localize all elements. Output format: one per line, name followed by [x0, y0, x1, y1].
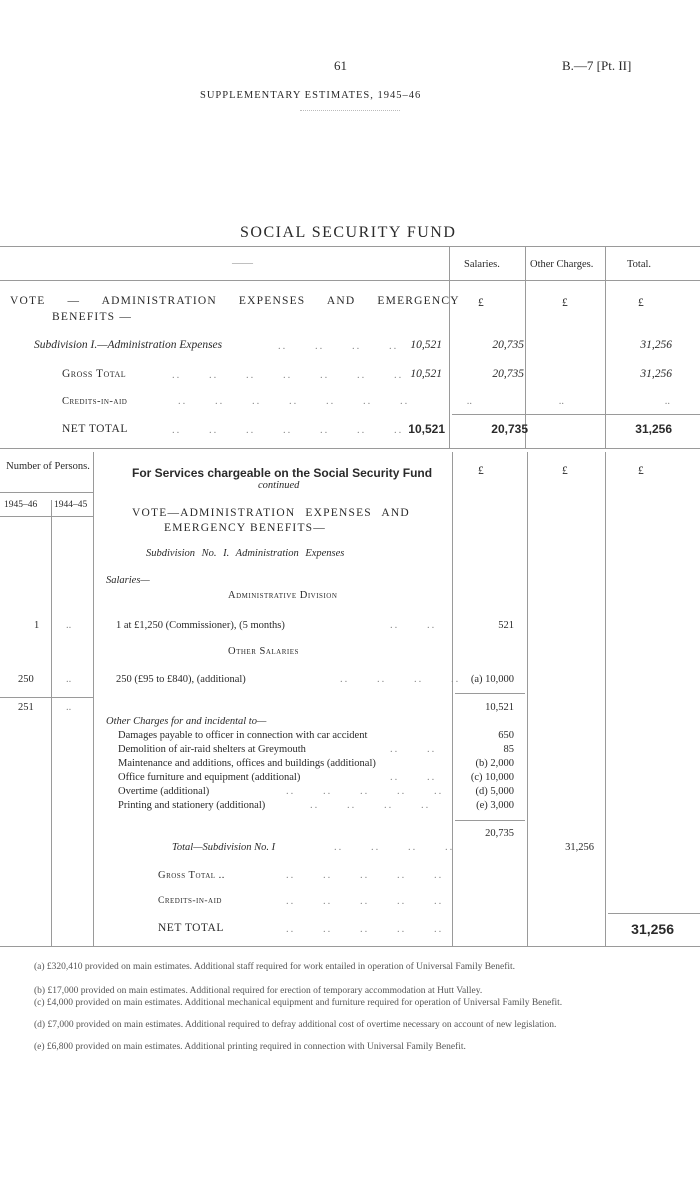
currency-symbol: £: [478, 297, 484, 309]
year-1945-46-header: 1945–46: [4, 500, 38, 510]
header-rule: [300, 110, 400, 111]
charge-item: Damages payable to officer in connection with car accident: [118, 730, 368, 741]
detail-credits-label: Credits-in-aid: [158, 896, 222, 906]
leader-dots: .. .. .. ..: [278, 341, 399, 352]
persons-1944-45: ..: [66, 674, 72, 685]
detail-col-divider-3: [605, 452, 606, 946]
detail-net-total-label: NET TOTAL: [158, 922, 224, 934]
charge-amount: 85: [503, 744, 514, 755]
subdivision-heading: Subdivision No. I. Administration Expenses: [146, 548, 345, 559]
leader-dots: .. .. .. ..: [334, 842, 455, 853]
summary-salaries-value: 10,521: [410, 368, 442, 380]
charge-amount: (c) 10,000: [470, 772, 514, 783]
summary-col-divider-1: [449, 246, 450, 448]
other-charges-heading: Other Charges for and incidental to—: [106, 716, 267, 727]
summary-col-divider-2: [525, 246, 526, 448]
summary-gross-total-label: Gross Total: [62, 368, 127, 380]
persons-1945-46: 1: [34, 620, 40, 631]
summary-total-value: 31,256: [640, 339, 672, 351]
persons-1945-46: 250: [18, 674, 34, 685]
detail-col-divider-1: [452, 452, 453, 946]
footnote-a: (a) £320,410 provided on main estimates. Additional staff required for work entailed in operation of Universal Family Benefit.: [34, 962, 516, 972]
page-number: 61: [334, 58, 347, 73]
summary-other-value: 20,735: [492, 339, 524, 351]
commissioner-item: 1 at £1,250 (Commissioner), (5 months): [116, 620, 285, 631]
number-of-persons-header: Number of Persons.: [6, 461, 90, 472]
detail-col-divider-years: [51, 500, 52, 946]
leader-dots: .. .. .. ..: [340, 674, 461, 685]
footnote-e: (e) £6,800 provided on main estimates. Additional printing required in connection with Universal Family Benefit.: [34, 1042, 466, 1052]
leader-dots: .. ..: [390, 620, 437, 631]
leader-dots: .. .. .. .. ..: [286, 870, 444, 881]
summary-credits-label: Credits-in-aid: [62, 396, 128, 407]
summary-net-rule: [452, 414, 700, 415]
summary-other-value: 20,735: [492, 368, 524, 380]
charge-amount: (b) 2,000: [475, 758, 514, 769]
salaries-subtotal-rule: [455, 693, 525, 694]
detail-vote-heading: VOTE—ADMINISTRATION EXPENSES AND: [132, 507, 410, 519]
leader-dots: .. ..: [390, 772, 437, 783]
years-header-rule: [0, 516, 93, 517]
footnote-b: (b) £17,000 provided on main estimates. Additional required for erection of temporary accommodation at Hutt Valley.: [34, 986, 483, 996]
detail-col-divider-2: [527, 452, 528, 946]
charge-item: Office furniture and equipment (additional): [118, 772, 301, 783]
salaries-label: Salaries—: [106, 575, 150, 586]
detail-bottom-rule: [0, 946, 700, 947]
detail-net-total-amount: 31,256: [631, 921, 674, 937]
leader-dots: .. .. .. .. ..: [286, 786, 444, 797]
currency-symbol: £: [638, 297, 644, 309]
leader-dots: .. .. .. .. ..: [286, 924, 444, 935]
footnote-d: (d) £7,000 provided on main estimates. Additional required to defray additional cost of overtime necessary on account of new legislation.: [34, 1020, 557, 1030]
summary-salaries-value: 10,521: [410, 339, 442, 351]
other-charges-column-header: Other Charges.: [530, 259, 594, 270]
summary-salaries-value: ..: [466, 396, 472, 407]
summary-top-rule: [0, 246, 700, 247]
leader-dots: .. .. .. .. .. .. ..: [172, 425, 404, 436]
commissioner-amount: 521: [498, 620, 514, 631]
currency-symbol: £: [478, 465, 484, 477]
charge-item: Maintenance and additions, offices and buildings (additional): [118, 758, 376, 769]
salaries-subtotal-amount: 10,521: [485, 702, 514, 713]
leader-dots: .. .. .. .. ..: [286, 896, 444, 907]
summary-header-rule: [0, 280, 700, 281]
subdivision-total-label: Total—Subdivision No. I: [172, 842, 276, 853]
summary-total-value: ..: [664, 396, 670, 407]
currency-symbol: £: [638, 465, 644, 477]
currency-symbol: £: [562, 465, 568, 477]
charges-total-amount: 20,735: [485, 828, 514, 839]
persons-header-rule: [0, 492, 93, 493]
leader-dots: .. .. .. .. .. .. ..: [178, 396, 410, 407]
page-title: SOCIAL SECURITY FUND: [240, 224, 457, 241]
persons-1944-45: ..: [66, 620, 72, 631]
administrative-division-heading: Administrative Division: [228, 590, 338, 601]
leader-dots: .. .. .. ..: [310, 800, 431, 811]
summary-net-total-label: NET TOTAL: [62, 423, 128, 435]
subdivision-total-amount: 31,256: [565, 842, 594, 853]
summary-net-salaries: 10,521: [408, 422, 445, 436]
additional-salaries-item: 250 (£95 to £840), (additional): [116, 674, 246, 685]
page-subtitle: SUPPLEMENTARY ESTIMATES, 1945–46: [200, 90, 422, 101]
document-reference: B.—7 [Pt. II]: [562, 58, 632, 73]
summary-bottom-rule: [0, 448, 700, 449]
charges-total-rule: [455, 820, 525, 821]
charge-item: Demolition of air-raid shelters at Greymouth: [118, 744, 306, 755]
summary-total-value: 31,256: [640, 368, 672, 380]
detail-vote-heading-cont: EMERGENCY BENEFITS—: [164, 522, 326, 534]
charge-amount: 650: [498, 730, 514, 741]
summary-subdivision-label: Subdivision I.—Administration Expenses: [34, 339, 223, 351]
leader-dots: .. .. .. .. .. .. ..: [172, 370, 404, 381]
charge-item: Overtime (additional): [118, 786, 210, 797]
persons-total-1945-46: 251: [18, 702, 34, 713]
services-heading: For Services chargeable on the Social Security Fund: [132, 466, 433, 480]
year-1944-45-header: 1944–45: [54, 500, 88, 510]
leader-dots: .. ..: [390, 744, 437, 755]
summary-net-other: 20,735: [491, 422, 528, 436]
additional-salaries-amount: (a) 10,000: [470, 674, 514, 685]
persons-total-1944-45: ..: [66, 702, 72, 713]
summary-col-divider-3: [605, 246, 606, 448]
detail-col-divider-persons: [93, 452, 94, 946]
summary-vote-heading-cont: BENEFITS —: [52, 311, 133, 323]
continued-label: continued: [258, 480, 300, 491]
summary-net-total: 31,256: [635, 422, 672, 436]
summary-other-value: ..: [558, 396, 564, 407]
persons-subtotal-rule: [0, 697, 93, 698]
salaries-column-header: Salaries.: [464, 259, 500, 270]
summary-vote-heading: VOTE — ADMINISTRATION EXPENSES AND EMERGENCY: [10, 295, 460, 307]
total-column-header: Total.: [627, 259, 652, 270]
net-total-top-rule: [608, 913, 700, 914]
charge-item: Printing and stationery (additional): [118, 800, 266, 811]
footnote-c: (c) £4,000 provided on main estimates. Additional mechanical equipment and furniture required for operation of Universal Family Benefit.: [34, 998, 563, 1008]
detail-gross-total-label: Gross Total ..: [158, 870, 225, 881]
charge-amount: (e) 3,000: [476, 800, 514, 811]
currency-symbol: £: [562, 297, 568, 309]
other-salaries-heading: Other Salaries: [228, 646, 299, 657]
charge-amount: (d) 5,000: [475, 786, 514, 797]
summary-header-dash: ——: [232, 258, 253, 269]
